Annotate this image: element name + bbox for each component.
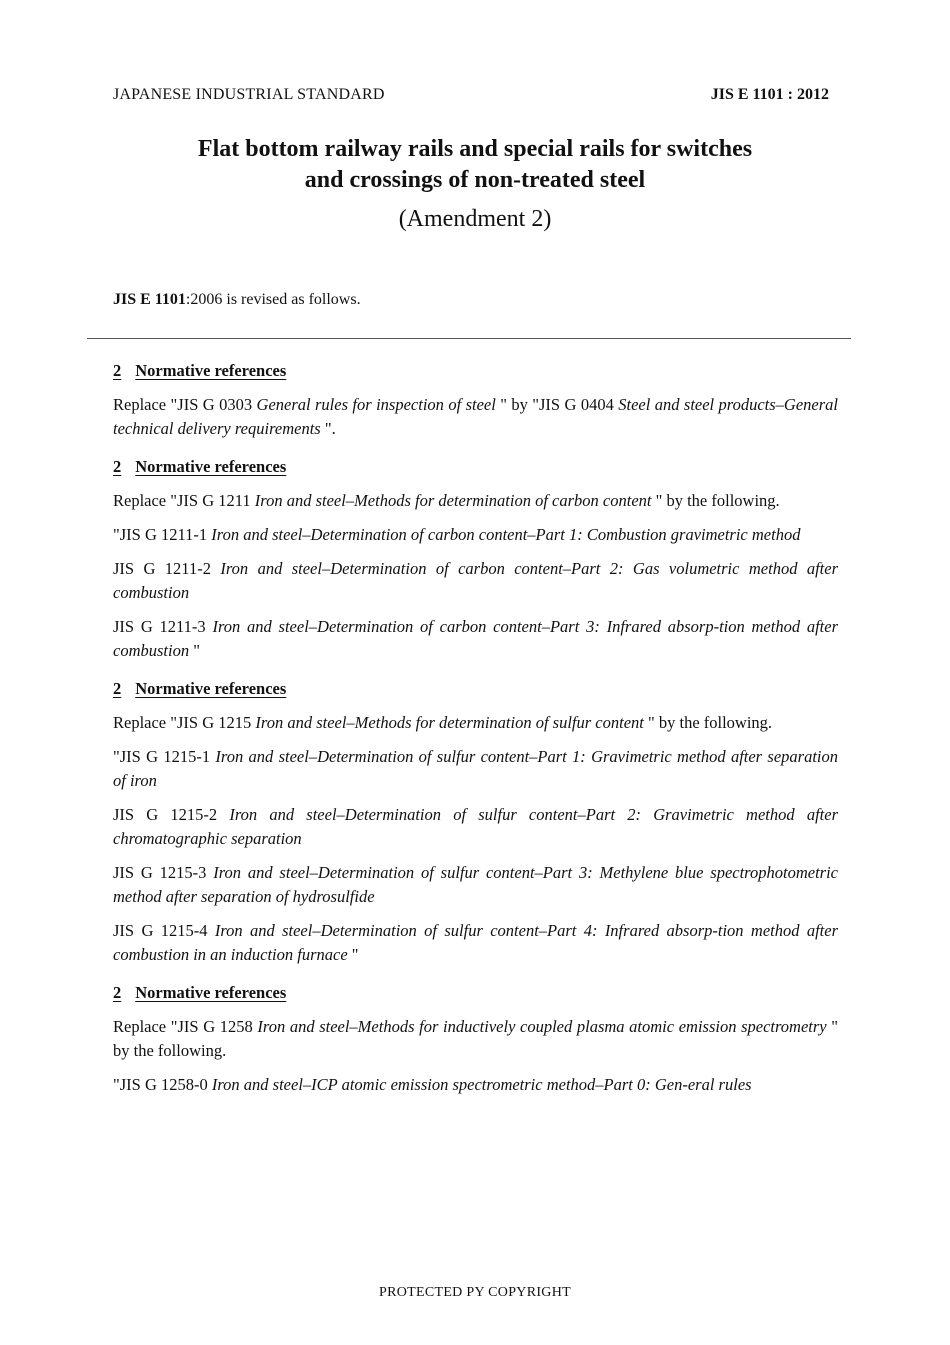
standard-title-text: Iron and steel–Determination of sulfur content–Part 3: Methylene blue spectrophotometric method after separation of hydrosulfide [113,863,838,906]
amendment-paragraph [113,393,838,441]
paragraph-text: Replace "JIS G 1215 [113,713,256,732]
title-line-2: and crossings of non-treated steel [304,167,646,193]
standard-title-text: Iron and steel–Determination of sulfur content–Part 4: Infrared absorp-tion method after combustion in an induction furnace [113,921,839,964]
amendment-paragraph [113,1073,838,1097]
paragraph-text: Replace "JIS G 0303 [113,395,257,414]
paragraph-text: "JIS G 1215-1 [113,747,216,766]
amendment-paragraph [113,523,838,547]
amendment-paragraph [113,615,838,663]
amendment-paragraph [113,861,838,909]
section-heading [113,678,838,700]
amendment-section [113,678,838,967]
standard-title-text: Iron and steel–Determination of carbon content–Part 2: Gas volumetric method after combustion [113,559,839,602]
standard-number-header: JIS E 1101 : 2012 [710,86,829,103]
revision-statement [113,291,361,309]
paragraph-text: " by "JIS G 0404 [495,395,619,414]
section-heading [113,456,838,478]
standard-title-text: Iron and steel–Determination of sulfur content–Part 1: Gravimetric method after separation of iron [113,747,838,790]
paragraph-text: JIS G 1215-2 [113,805,230,824]
section-title: Normative references [135,679,287,698]
section-title: Normative references [135,361,287,380]
section-number: 2 [113,457,122,476]
standard-title-text: Steel and steel products–General technical delivery requirements [113,395,839,438]
paragraph-text: Replace "JIS G 1258 [113,1017,258,1036]
standard-title-text: Iron and steel–Methods for inductively coupled plasma atomic emission spectrometry [257,1017,827,1036]
paragraph-text: JIS G 1211-2 [113,559,221,578]
standard-title-text: Iron and steel–Methods for determination of carbon content [254,491,652,510]
paragraph-text: "JIS G 1211-1 [113,525,212,544]
title-line-1: Flat bottom railway rails and special rails for switches [197,136,753,162]
amendment-paragraph [113,557,838,605]
amendment-body [113,360,838,1112]
section-number: 2 [113,679,122,698]
section-number: 2 [113,361,122,380]
standard-title-text: Iron and steel–Determination of carbon content–Part 1: Combustion gravimetric method [211,525,801,544]
section-title: Normative references [135,457,287,476]
standard-title-text: General rules for inspection of steel [256,395,496,414]
paragraph-text: " [189,641,200,660]
section-heading [113,360,838,382]
amendment-paragraph [113,919,838,967]
paragraph-text: JIS G 1211-3 [113,617,213,636]
paragraph-text: "JIS G 1258-0 [113,1075,212,1094]
amendment-section [113,982,838,1097]
amendment-paragraph [113,489,838,513]
paragraph-text: JIS G 1215-3 [113,863,214,882]
revised-standard-id: JIS E 1101 [113,291,186,308]
amendment-paragraph [113,803,838,851]
paragraph-text: " by the following. [643,713,773,732]
divider [87,338,851,339]
document-title [0,134,950,234]
standard-title-text: Iron and steel–Determination of sulfur content–Part 2: Gravimetric method after chromatographic separation [113,805,838,848]
standard-title-text: Iron and steel–Determination of carbon content–Part 3: Infrared absorp-tion method after combustion [113,617,839,660]
amendment-paragraph [113,1015,838,1063]
paragraph-text: ". [320,419,336,438]
paragraph-text: " [347,945,359,964]
standard-title-text: Iron and steel–Methods for determination of sulfur content [255,713,644,732]
section-heading [113,982,838,1004]
paragraph-text: JIS G 1215-4 [113,921,215,940]
section-number: 2 [113,983,122,1002]
standard-type-header: JAPANESE INDUSTRIAL STANDARD [113,86,385,103]
paragraph-text: " by the following. [651,491,780,510]
amendment-label: (Amendment 2) [398,206,552,232]
amendment-section [113,360,838,441]
paragraph-text: Replace "JIS G 1211 [113,491,255,510]
standard-title-text: Iron and steel–ICP atomic emission spectrometric method–Part 0: Gen-eral rules [211,1075,752,1094]
amendment-paragraph [113,745,838,793]
copyright-footer: PROTECTED PY COPYRIGHT [379,1285,571,1300]
section-title: Normative references [135,983,287,1002]
amendment-section [113,456,838,663]
paragraph-text: " by the following. [113,1017,838,1060]
revision-text: :2006 is revised as follows. [185,291,361,308]
amendment-paragraph [113,711,838,735]
